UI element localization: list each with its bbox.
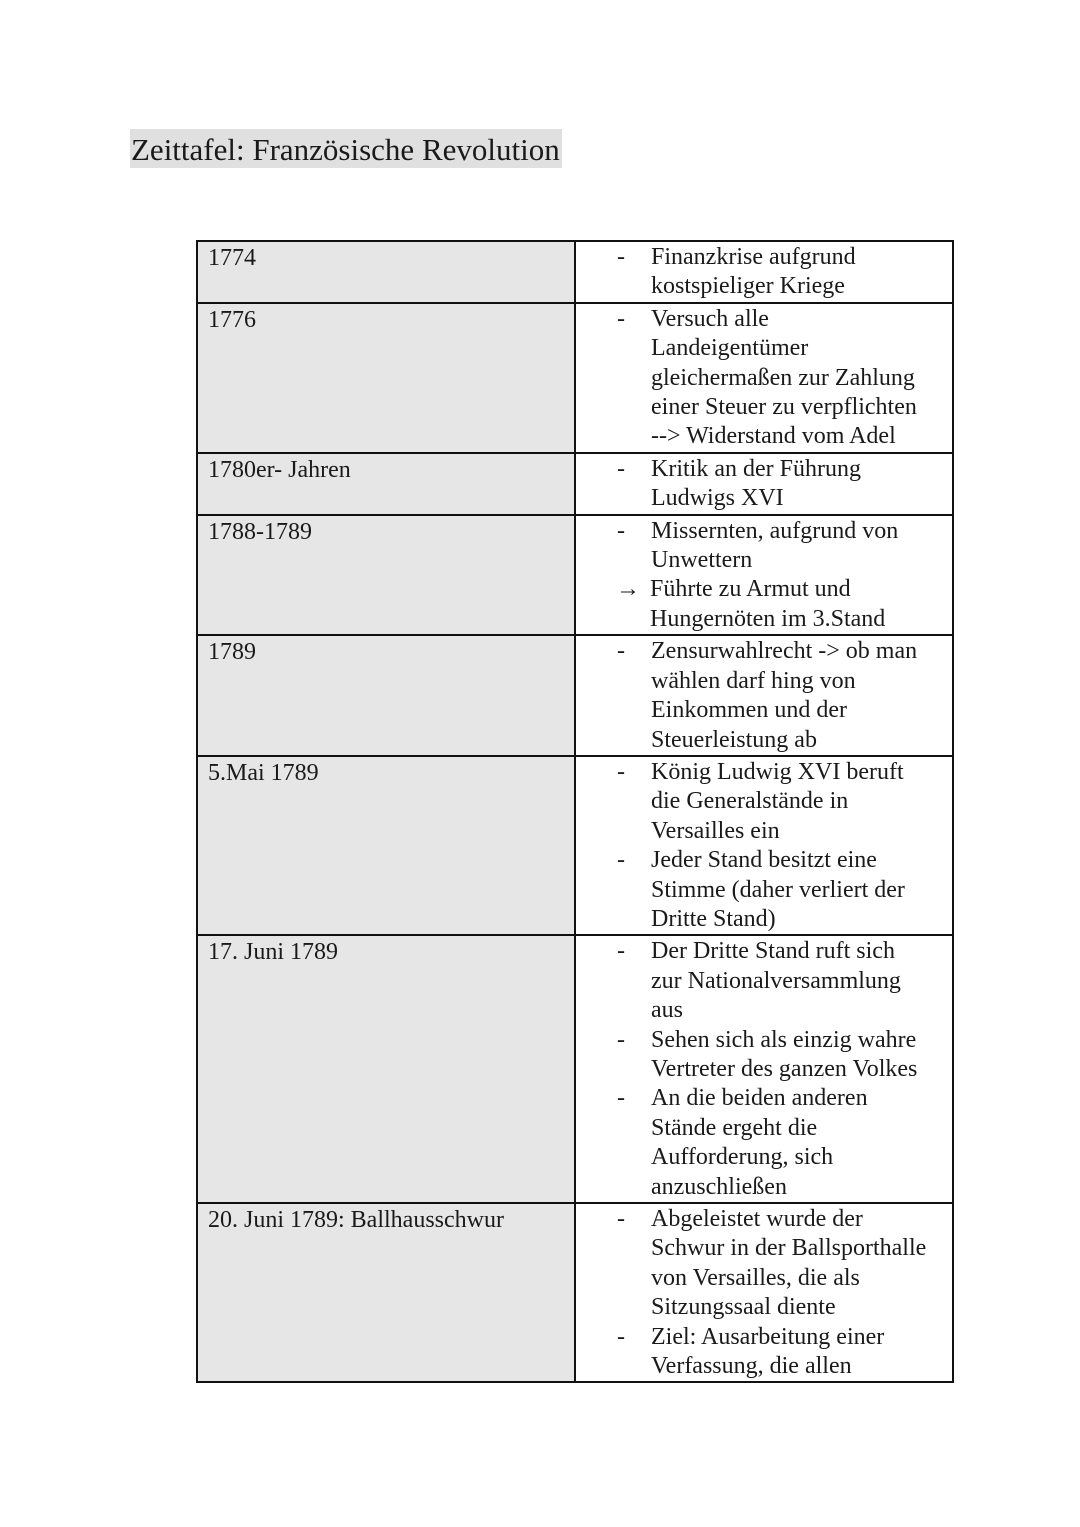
event-text: Sehen sich als einzig wahre Vertreter des ganzen Volkes	[651, 1026, 918, 1082]
timeline-row	[197, 453, 953, 515]
timeline-row	[197, 303, 953, 453]
dash-bullet-icon: -	[617, 938, 625, 965]
date-text: 1774	[208, 245, 256, 271]
event-text: Ziel: Ausarbeitung einer Verfassung, die allen	[651, 1323, 885, 1380]
event-text: König Ludwig XVI beruft die Generalstände in Versailles ein	[651, 758, 904, 844]
event-cell	[575, 1203, 953, 1382]
event-item	[616, 517, 948, 576]
event-item	[616, 305, 948, 452]
event-list	[576, 516, 952, 635]
date-text: 1776	[208, 306, 256, 333]
date-cell	[197, 515, 575, 636]
dash-bullet-icon: -	[617, 1026, 625, 1053]
event-list	[576, 242, 952, 302]
date-cell	[197, 635, 575, 756]
event-item	[616, 1323, 948, 1382]
date-text: 1788-1789	[208, 518, 312, 545]
page-title: Zeittafel: Französische Revolution	[130, 129, 562, 168]
dash-bullet-icon: -	[617, 517, 625, 544]
event-cell	[575, 635, 953, 756]
event-cell	[575, 241, 953, 303]
event-cell	[575, 515, 953, 636]
dash-bullet-icon: -	[617, 758, 625, 785]
event-list	[576, 757, 952, 934]
timeline-row	[197, 241, 953, 303]
event-item	[616, 937, 948, 1025]
event-list	[576, 304, 952, 452]
dash-bullet-icon: -	[617, 847, 625, 874]
date-text: 5.Mai 1789	[208, 759, 319, 786]
dash-bullet-icon: -	[617, 638, 625, 665]
event-text: Führte zu Armut und Hungernöten im 3.Stand	[650, 576, 886, 632]
event-list	[576, 636, 952, 755]
event-list	[576, 454, 952, 514]
dash-bullet-icon: -	[617, 305, 625, 332]
dash-bullet-icon: -	[617, 1085, 625, 1112]
timeline-row	[197, 756, 953, 935]
date-cell	[197, 1203, 575, 1382]
date-cell	[197, 756, 575, 935]
event-item	[616, 1084, 948, 1202]
event-text: Jeder Stand besitzt eine Stimme (daher verliert der Dritte Stand)	[651, 847, 905, 932]
event-item	[616, 846, 948, 934]
event-item	[616, 243, 948, 302]
event-item	[616, 455, 948, 514]
timeline-row	[197, 1203, 953, 1382]
event-text: An die beiden anderen Stände ergeht die Aufforderung, sich anzuschließen	[651, 1085, 868, 1200]
date-text: 17. Juni 1789	[208, 939, 339, 966]
event-item	[616, 575, 948, 634]
dash-bullet-icon: -	[617, 244, 625, 270]
date-cell	[197, 241, 575, 303]
event-text: Zensurwahlrecht -> ob man wählen darf hing von Einkommen und der Steuerleistung ab	[651, 638, 918, 753]
event-cell	[575, 303, 953, 453]
event-text: Der Dritte Stand ruft sich zur Nationalversammlung aus	[651, 938, 901, 1024]
event-cell	[575, 453, 953, 515]
event-item	[616, 1205, 948, 1323]
event-text: Kritik an der Führung Ludwigs XVI	[651, 455, 861, 512]
event-list	[576, 936, 952, 1202]
arrow-right-icon: →	[616, 576, 640, 603]
date-text: 20. Juni 1789: Ballhausschwur	[208, 1207, 504, 1233]
event-text: Missernten, aufgrund von Unwettern	[651, 517, 899, 574]
timeline-row	[197, 635, 953, 756]
date-text: 1780er- Jahren	[208, 456, 351, 483]
date-cell	[197, 935, 575, 1203]
event-text: Abgeleistet wurde der Schwur in der Ballsporthalle von Versailles, die als Sitzungssaal diente	[651, 1206, 927, 1321]
date-text: 1789	[208, 639, 256, 666]
date-cell	[197, 303, 575, 453]
dash-bullet-icon: -	[617, 455, 625, 482]
dash-bullet-icon: -	[617, 1323, 625, 1350]
event-cell	[575, 935, 953, 1203]
timeline-row	[197, 515, 953, 636]
event-item	[616, 758, 948, 846]
event-cell	[575, 756, 953, 935]
dash-bullet-icon: -	[617, 1206, 625, 1232]
timeline-table	[196, 240, 954, 1383]
timeline-row	[197, 935, 953, 1203]
event-item	[616, 637, 948, 755]
event-text: Versuch alle Landeigentümer gleichermaßen zur Zahlung einer Steuer zu verpflichten --> Widerstand vom Adel	[651, 305, 917, 450]
event-item	[616, 1026, 948, 1085]
event-list	[576, 1204, 952, 1381]
event-text: Finanzkrise aufgrund kostspieliger Kriege	[651, 244, 856, 300]
date-cell	[197, 453, 575, 515]
